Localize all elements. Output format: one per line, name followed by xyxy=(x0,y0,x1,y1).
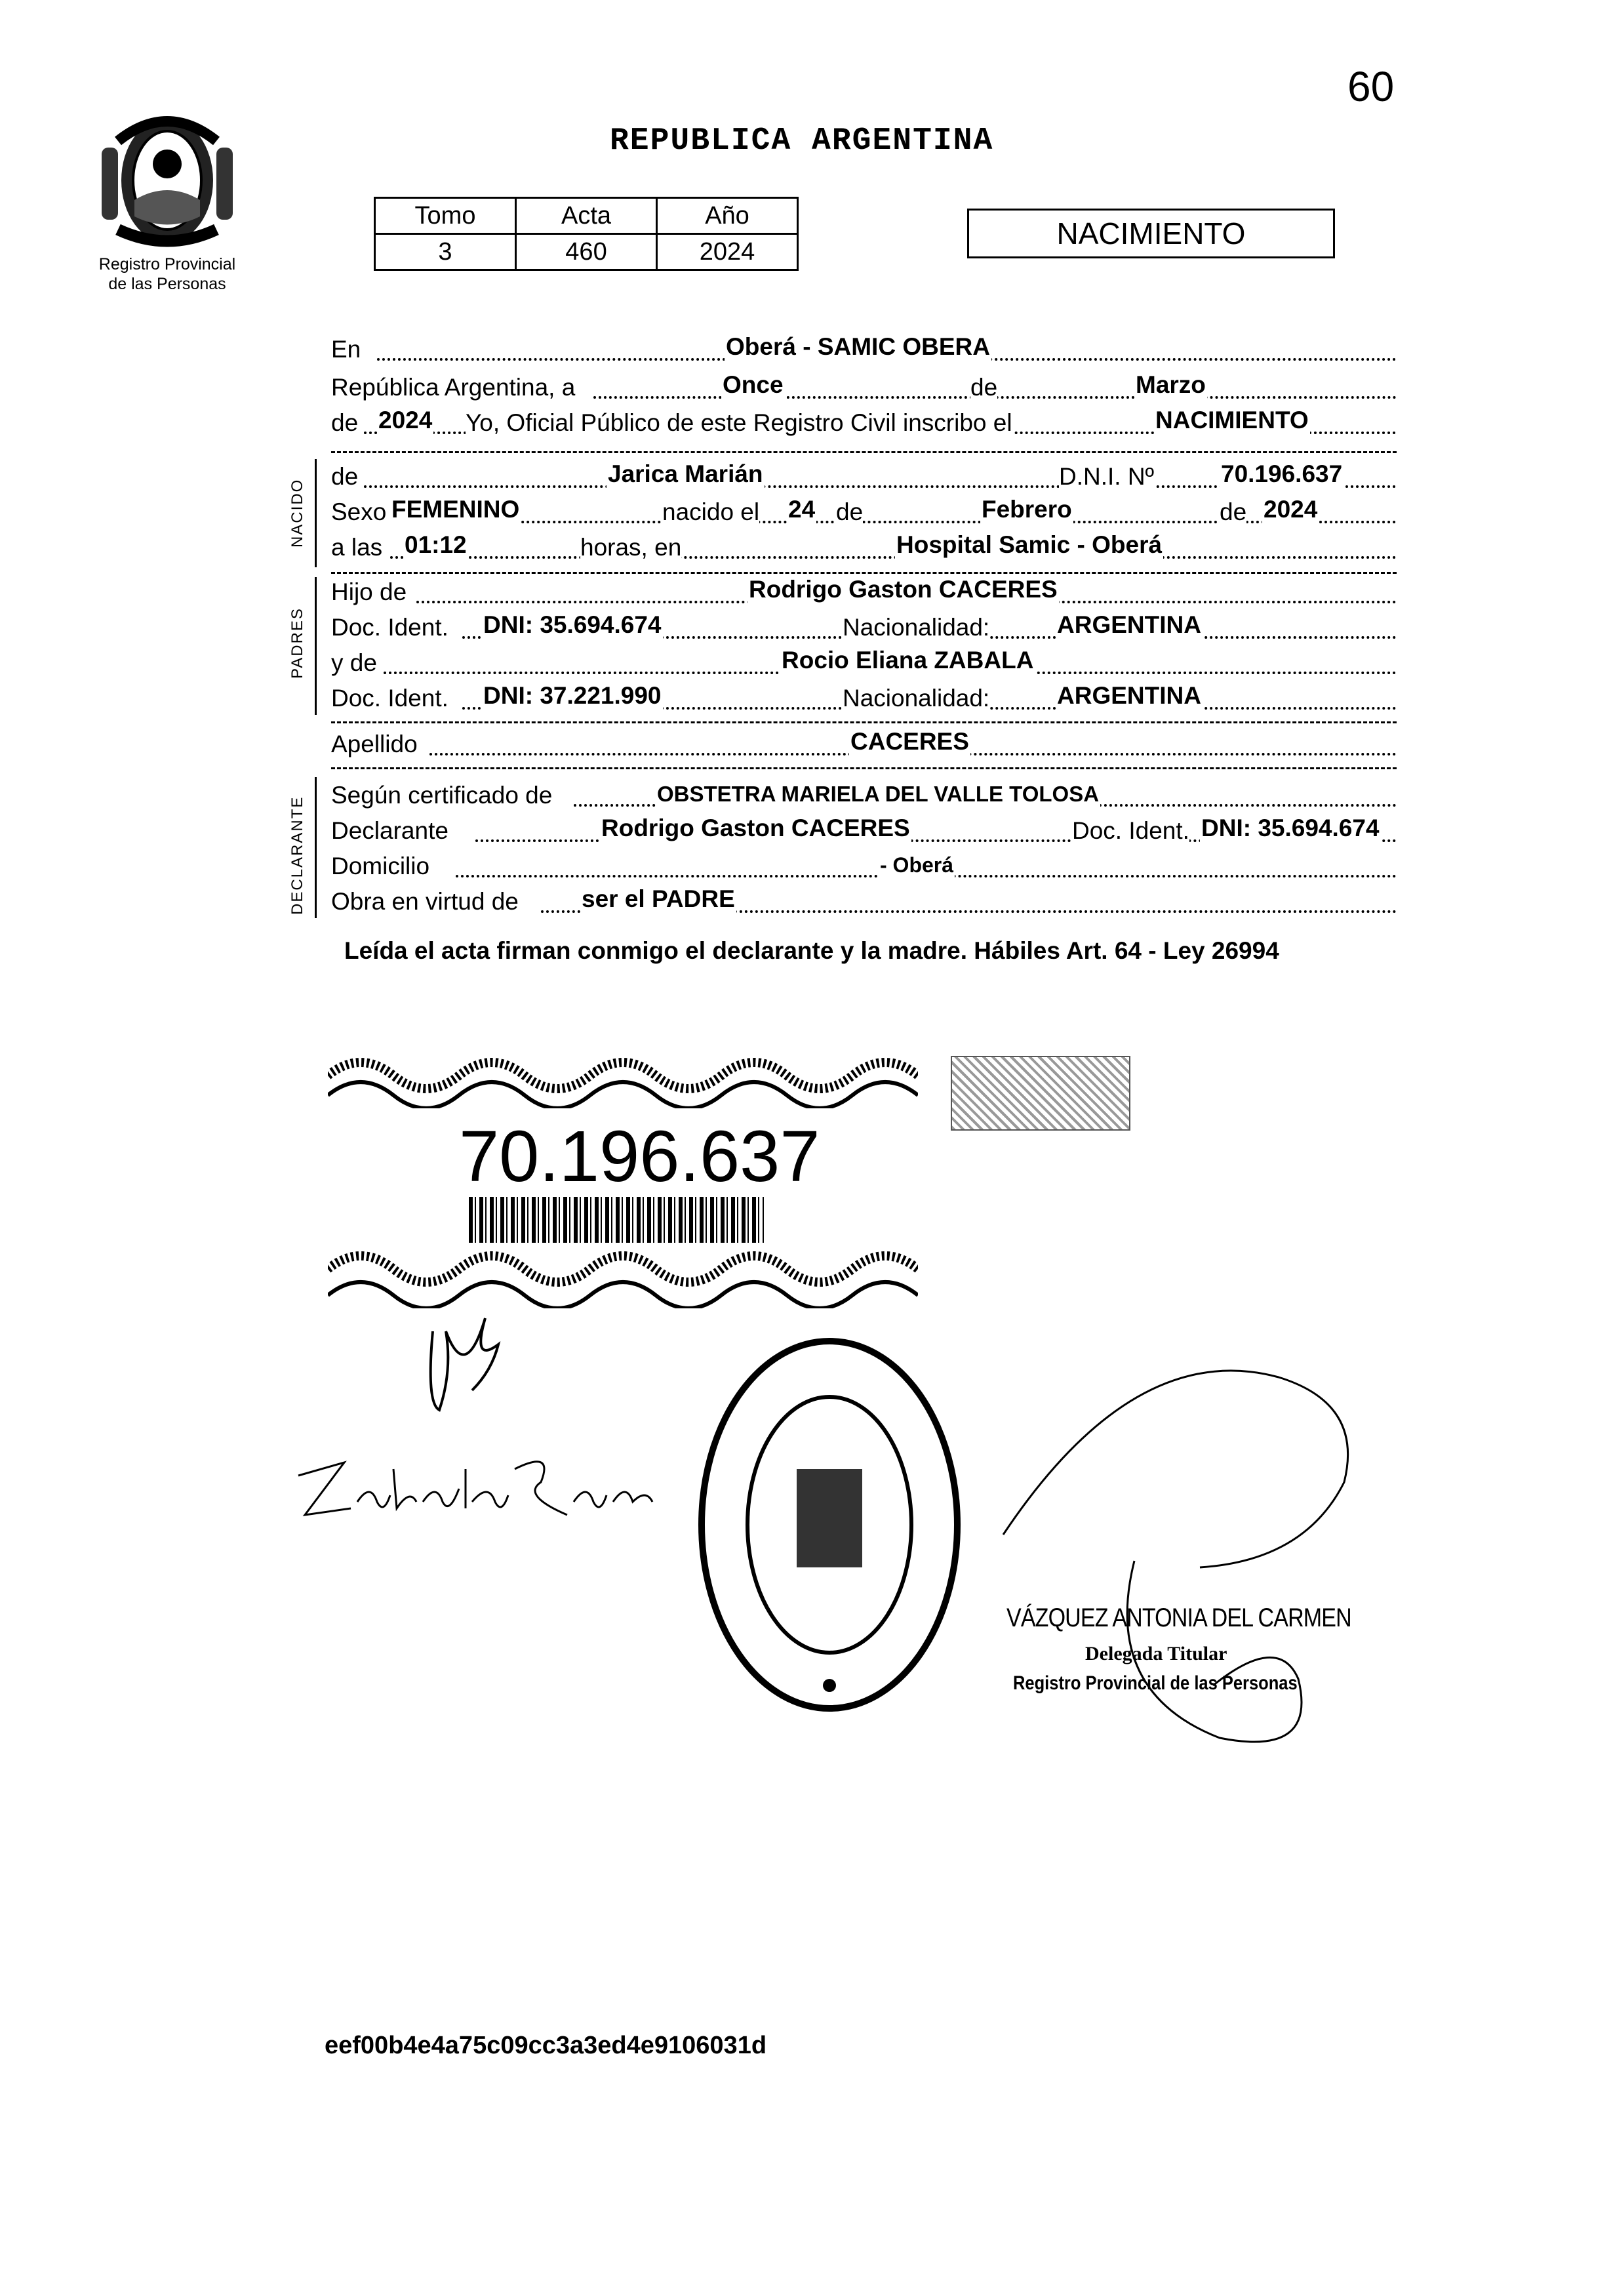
official-signature xyxy=(938,1351,1384,1758)
official-org: Registro Provincial de las Personas xyxy=(1013,1672,1298,1694)
row-sexo xyxy=(331,496,1397,529)
madre-nac-label: Nacionalidad: xyxy=(843,685,990,712)
madre-signature xyxy=(292,1436,659,1535)
row-obra xyxy=(331,885,1397,918)
row-padre xyxy=(331,576,1397,609)
padre-nac-value: ARGENTINA xyxy=(1057,611,1201,638)
row-hora xyxy=(331,531,1397,564)
reference-table xyxy=(374,197,799,271)
row-domicilio xyxy=(331,850,1397,883)
row-en xyxy=(331,333,1397,366)
separator xyxy=(331,572,1397,574)
dni-label: D.N.I. Nº xyxy=(1059,463,1155,490)
lugar-value: Hospital Samic - Oberá xyxy=(896,531,1163,558)
inscribo-value: NACIMIENTO xyxy=(1155,407,1309,433)
nombre-value: Jarica Marián xyxy=(608,460,763,487)
row-madre-doc xyxy=(331,682,1397,715)
mes-value: Marzo xyxy=(1136,371,1206,398)
row-padre-doc xyxy=(331,611,1397,644)
hora-value: 01:12 xyxy=(405,531,467,558)
province-emblem xyxy=(92,102,243,252)
nac-mes-value: Febrero xyxy=(982,496,1072,523)
padres-bar xyxy=(315,577,317,715)
row-fecha xyxy=(331,371,1397,404)
hologram xyxy=(951,1056,1130,1131)
en-label: En xyxy=(331,336,361,363)
madre-doc-value: DNI: 37.221.990 xyxy=(483,682,662,709)
sexo-value: FEMENINO xyxy=(391,496,520,523)
nacido-bar xyxy=(315,459,317,567)
anio-value: 2024 xyxy=(657,234,798,270)
row-inscribo xyxy=(331,407,1397,439)
declarante-field-label: Declarante xyxy=(331,817,448,844)
dia-value: Once xyxy=(723,371,784,398)
madre-nac-value: ARGENTINA xyxy=(1057,682,1201,709)
sticker-pattern-top xyxy=(328,1049,918,1108)
separator xyxy=(331,721,1397,723)
dni-value: 70.196.637 xyxy=(1221,460,1343,487)
row-madre xyxy=(331,647,1397,679)
alas-label: a las xyxy=(331,534,383,561)
official-role: Delegada Titular xyxy=(1085,1643,1227,1664)
decl-doc-value: DNI: 35.694.674 xyxy=(1201,815,1380,841)
emblem-caption-line2: de las Personas xyxy=(108,275,226,293)
sticker-number: 70.196.637 xyxy=(459,1116,820,1197)
padre-docid-label: Doc. Ident. xyxy=(331,614,448,641)
declarante-bar xyxy=(315,777,317,918)
sexo-label: Sexo xyxy=(331,498,387,525)
row-declarante xyxy=(331,815,1397,847)
obra-value: ser el PADRE xyxy=(582,885,735,912)
declarante-signature xyxy=(413,1305,518,1423)
row-apellido xyxy=(331,728,1397,761)
page-number: 60 xyxy=(1347,63,1395,110)
declarante-value: Rodrigo Gaston CACERES xyxy=(601,815,910,841)
legal-note: Leída el acta firman conmigo el declarante y la madre. Hábiles Art. 64 - Ley 26994 xyxy=(344,937,1279,964)
hijo-label: Hijo de xyxy=(331,578,407,605)
de4-label: de xyxy=(836,498,864,525)
obra-label: Obra en virtud de xyxy=(331,888,519,915)
segun-label: Según certificado de xyxy=(331,782,553,809)
separator xyxy=(331,767,1397,769)
nacido-el-label: nacido el xyxy=(662,498,760,525)
padre-nac-label: Nacionalidad: xyxy=(843,614,990,641)
page-title: REPUBLICA ARGENTINA xyxy=(610,123,994,159)
madre-docid-label: Doc. Ident. xyxy=(331,685,448,712)
apellido-value: CACERES xyxy=(850,728,969,755)
madre-value: Rocio Eliana ZABALA xyxy=(782,647,1034,674)
de3-label: de xyxy=(331,463,359,490)
nac-anio-value: 2024 xyxy=(1264,496,1318,523)
yde-label: y de xyxy=(331,649,377,676)
row-segun xyxy=(331,779,1397,812)
official-name: VÁZQUEZ ANTONIA DEL CARMEN xyxy=(1006,1603,1351,1632)
tomo-value: 3 xyxy=(375,234,516,270)
nacido-label: NACIDO xyxy=(289,478,306,548)
anio-header: Año xyxy=(657,198,798,234)
padres-label: PADRES xyxy=(289,607,306,679)
row-nombre xyxy=(331,460,1397,493)
horas-label: horas, en xyxy=(580,534,682,561)
republica-label: República Argentina, a xyxy=(331,374,576,401)
separator xyxy=(331,451,1397,453)
padre-doc-value: DNI: 35.694.674 xyxy=(483,611,662,638)
inscribo-label: Yo, Oficial Público de este Registro Civil inscribo el xyxy=(466,409,1012,436)
acta-value: 460 xyxy=(516,234,657,270)
acta-header: Acta xyxy=(516,198,657,234)
anio-value: 2024 xyxy=(378,407,433,433)
emblem-caption xyxy=(72,254,262,294)
tomo-header: Tomo xyxy=(375,198,516,234)
official-seal xyxy=(695,1331,964,1718)
en-value: Oberá - SAMIC OBERA xyxy=(726,333,990,360)
decl-doc-label: Doc. Ident. xyxy=(1072,817,1189,844)
apellido-label: Apellido xyxy=(331,731,418,757)
sticker-pattern-bottom xyxy=(328,1249,918,1308)
nac-dia-value: 24 xyxy=(788,496,816,523)
de5-label: de xyxy=(1220,498,1247,525)
declarante-label: DECLARANTE xyxy=(289,796,306,915)
de2-label: de xyxy=(331,409,359,436)
barcode xyxy=(469,1197,764,1243)
padre-value: Rodrigo Gaston CACERES xyxy=(749,576,1058,603)
emblem-caption-line1: Registro Provincial xyxy=(98,255,236,273)
record-type-box: NACIMIENTO xyxy=(967,209,1335,258)
segun-value: OBSTETRA MARIELA DEL VALLE TOLOSA xyxy=(657,782,1100,806)
domicilio-label: Domicilio xyxy=(331,853,430,879)
document-hash: eef00b4e4a75c09cc3a3ed4e9106031d xyxy=(325,2032,767,2059)
domicilio-value: - Oberá xyxy=(880,853,954,877)
de-label: de xyxy=(970,374,998,401)
